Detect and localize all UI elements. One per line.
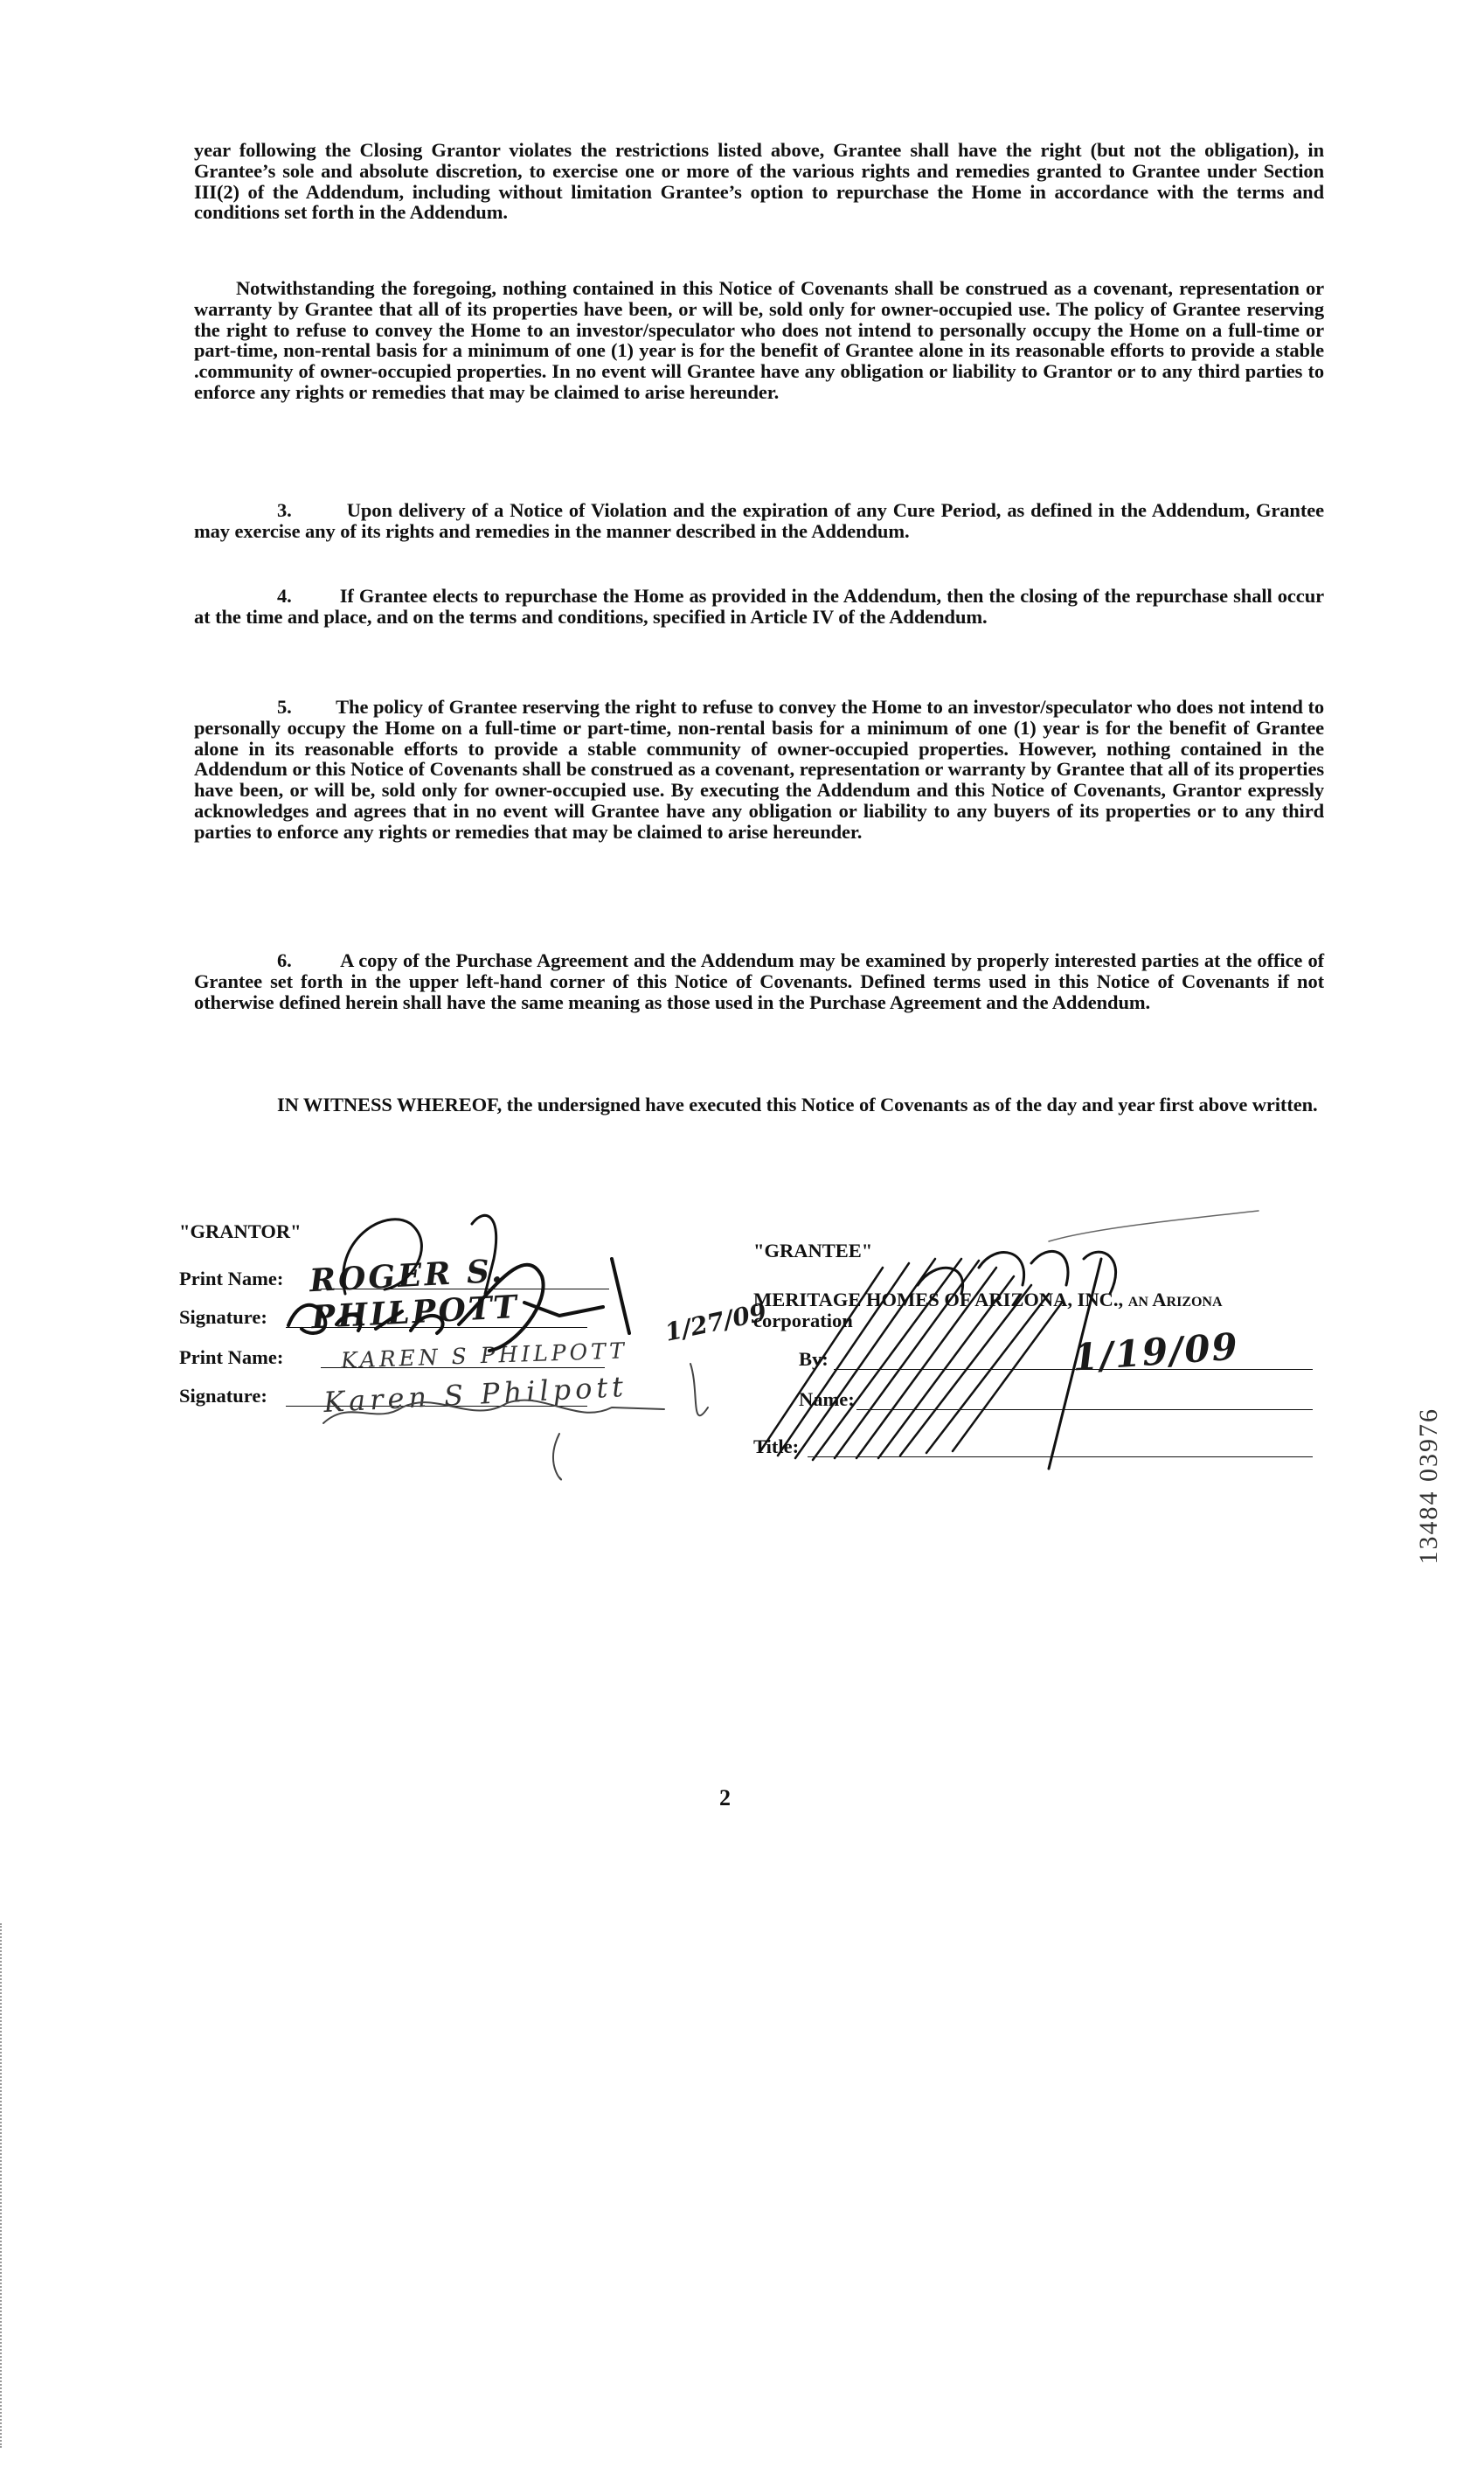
grantee-by-date: 1/19/09 xyxy=(1071,1324,1241,1379)
grantee-title-label: Title: xyxy=(753,1435,800,1457)
item-4-text: If Grantee elects to repurchase the Home as provided in the Addendum, then the closing of the repurchase shall occur at the time and place, and on the terms and conditions, specified in Article IV of the Addendum. xyxy=(194,585,1324,628)
grantee-by-label: By: xyxy=(799,1348,829,1370)
grantee-company: MERITAGE HOMES OF ARIZONA, INC. xyxy=(753,1289,1119,1310)
grantor-print-name-2: KAREN S PHILPOTT xyxy=(340,1338,628,1373)
item-6-text: A copy of the Purchase Agreement and the Addendum may be examined by properly interested parties at the office of Grantee set forth in the upper left-hand corner of this Notice of Covenants. Defined terms used in this Notice of Covenants if not otherwise defined herein shall have the same meaning as those used in the Purchase Agreement and the Addendum. xyxy=(194,949,1324,1013)
grantor-print-name-label-2: Print Name: xyxy=(179,1346,284,1368)
recording-number xyxy=(1414,1407,1453,1565)
grantor-signature-2: Karen S Philpott xyxy=(322,1369,628,1420)
grantee-name-line xyxy=(856,1409,1313,1410)
item-6 xyxy=(194,950,1324,1012)
item-4 xyxy=(194,586,1324,628)
item-3-text: Upon delivery of a Notice of Violation and the expiration of any Cure Period, as defined in the Addendum, Grantee may exercise any of its rights and remedies in the manner described in the Addendum. xyxy=(194,499,1324,542)
grantor-signature-date-1: 1/27/09 xyxy=(662,1297,770,1347)
grantor-block xyxy=(179,1220,770,1448)
grantor-heading: "GRANTOR" xyxy=(179,1220,302,1242)
grantor-signature-label-1: Signature: xyxy=(179,1306,267,1328)
grantee-block xyxy=(753,1240,1330,1476)
grantee-company-suffix: , an Arizona xyxy=(1118,1289,1223,1310)
grantee-heading: "GRANTEE" xyxy=(753,1240,873,1261)
grantee-company-row xyxy=(753,1289,1223,1311)
item-6-number: 6. xyxy=(277,949,292,971)
recording-number-text: 13484 03976 xyxy=(1414,1407,1443,1565)
item-5 xyxy=(194,697,1324,843)
grantor-signature-line-1 xyxy=(286,1327,587,1328)
item-5-number: 5. xyxy=(277,696,292,718)
grantor-print-name-label-1: Print Name: xyxy=(179,1268,284,1289)
item-3 xyxy=(194,500,1324,542)
grantee-name-label: Name: xyxy=(799,1388,855,1410)
grantor-signature-label-2: Signature: xyxy=(179,1385,267,1407)
grantee-title-line xyxy=(808,1456,1313,1457)
paragraph-continuation: year following the Closing Grantor violates the restrictions listed above, Grantee shall have the right (but not the obligation), in Grantee’s sole and absolute discretion, to exercise one or more of the various rights and remedies granted to Grantee under Section III(2) of the Addendum, including without limitation Grantee’s option to repurchase the Home in accordance with the terms and conditions set forth in the Addendum. xyxy=(194,139,1324,224)
grantee-corporation: corporation xyxy=(753,1310,853,1331)
item-4-number: 4. xyxy=(277,585,292,607)
witness-clause: IN WITNESS WHEREOF, the undersigned have executed this Notice of Covenants as of the day and year first above written. xyxy=(277,1094,1318,1115)
grantor-print-name-1: ROGER S. PHILPOTT xyxy=(309,1252,521,1337)
page-number: 2 xyxy=(719,1785,731,1810)
item-3-number: 3. xyxy=(277,499,292,521)
item-5-text: The policy of Grantee reserving the right to refuse to convey the Home to an investor/speculator who does not intend to personally occupy the Home on a full-time or part-time, non-rental basis for a minimum of one (1) year is for the benefit of Grantee alone in its reasonable efforts to provide a stable community of owner-occupied properties. However, nothing contained in the Addendum or this Notice of Covenants shall be construed as a covenant, representation or warranty by Grantee that all of its properties have been, or will be, sold only for owner-occupied use. By executing the Addendum and this Notice of Covenants, Grantor expressly acknowledges and agrees that in no event will Grantee have any obligation or liability to any buyers of its properties or to any third parties to enforce any rights or remedies that may be claimed to arise hereunder. xyxy=(194,696,1324,843)
left-margin-scan-marks xyxy=(0,1923,7,2448)
paragraph-notwithstanding: Notwithstanding the foregoing, nothing contained in this Notice of Covenants shall be construed as a covenant, representation or warranty by Grantee that all of its properties have been, or will be, sold only for owner-occupied use. The policy of Grantee reserving the right to refuse to convey the Home to an investor/speculator who does not intend to personally occupy the Home on a full-time or part-time, non-rental basis for a minimum of one (1) year is for the benefit of Grantee alone in its reasonable efforts to provide a stable .community of owner-occupied properties. In no event will Grantee have any obligation or liability to Grantor or to any third parties to enforce any rights or remedies that may be claimed to arise hereunder. xyxy=(194,277,1324,403)
